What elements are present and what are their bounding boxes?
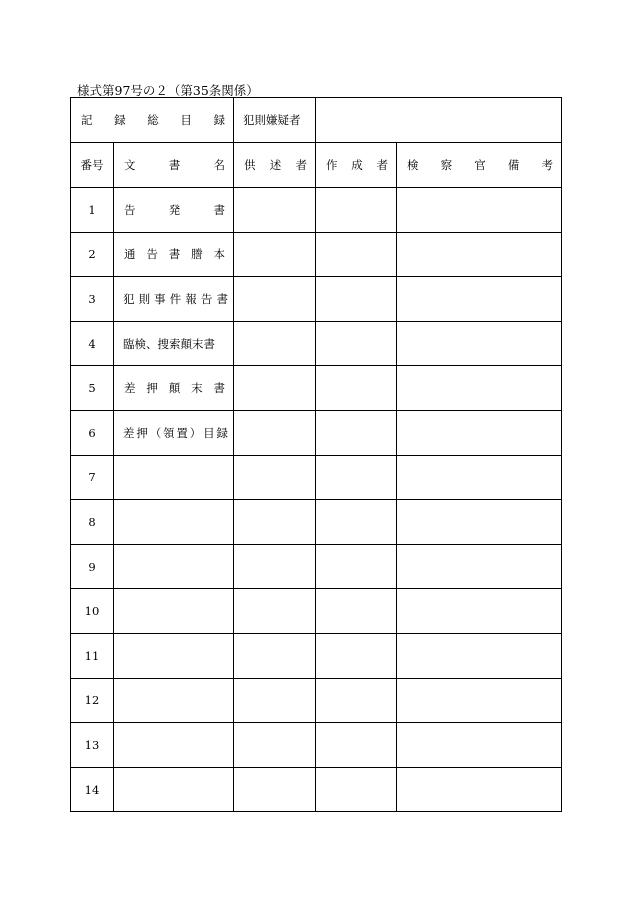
char: 官: [474, 158, 486, 172]
row-number: 14: [71, 767, 114, 812]
author-cell[interactable]: [316, 188, 397, 233]
header-deponent-cell: [234, 143, 316, 188]
table-row: [71, 277, 562, 322]
row-number: 5: [71, 366, 114, 411]
author-cell[interactable]: [316, 366, 397, 411]
table-row: [71, 321, 562, 366]
table-row: [71, 723, 562, 768]
author-cell[interactable]: [316, 589, 397, 634]
deponent-cell[interactable]: [234, 589, 316, 634]
header-document-name: [114, 157, 233, 173]
char: ）: [189, 425, 202, 440]
remarks-cell[interactable]: [397, 544, 562, 589]
char: 末: [191, 381, 203, 396]
remarks-cell[interactable]: [397, 232, 562, 277]
deponent-cell[interactable]: [234, 678, 316, 723]
table-row: [71, 410, 562, 455]
char: 察: [440, 158, 453, 172]
header-author: [316, 157, 396, 173]
char: 考: [541, 158, 553, 172]
deponent-cell[interactable]: [234, 767, 316, 812]
char: 差: [123, 425, 135, 440]
char: 者: [295, 158, 307, 172]
remarks-cell[interactable]: [397, 678, 562, 723]
author-cell[interactable]: [316, 633, 397, 678]
author-cell[interactable]: [316, 410, 397, 455]
row-number: 8: [71, 500, 114, 545]
char: 書: [216, 291, 228, 306]
char: 書: [213, 202, 225, 217]
remarks-cell[interactable]: [397, 589, 562, 634]
document-name-cell[interactable]: [114, 500, 234, 545]
char: 供: [244, 158, 256, 172]
title-row: [71, 98, 562, 143]
table-row: [71, 767, 562, 812]
document-name-cell[interactable]: [114, 277, 234, 322]
author-cell[interactable]: [316, 455, 397, 500]
row-number: 2: [71, 232, 114, 277]
document-name-cell[interactable]: [114, 633, 234, 678]
char: 備: [507, 158, 520, 172]
remarks-cell[interactable]: [397, 410, 562, 455]
char: 謄: [191, 247, 203, 262]
document-name-cell[interactable]: [114, 366, 234, 411]
char: 書: [168, 247, 181, 262]
document-name-cell[interactable]: [114, 455, 234, 500]
char: 則: [138, 291, 151, 306]
deponent-cell[interactable]: [234, 410, 316, 455]
deponent-cell[interactable]: [234, 723, 316, 768]
form-caption: 様式第97号の２（第35条関係）: [77, 83, 259, 98]
header-number: 番号: [71, 143, 114, 188]
char: 押: [136, 425, 148, 440]
record-index-table: [70, 97, 562, 812]
char: 書: [168, 158, 181, 172]
row-number: 4: [71, 321, 114, 366]
row-number: 9: [71, 544, 114, 589]
author-cell[interactable]: [316, 500, 397, 545]
table-row: [71, 500, 562, 545]
char: 書: [213, 381, 225, 396]
header-author-cell: [316, 143, 397, 188]
document-name-cell[interactable]: [114, 678, 234, 723]
char: 録: [114, 113, 126, 127]
char: 録: [213, 113, 225, 127]
char: 記: [81, 113, 93, 127]
table-row: [71, 589, 562, 634]
deponent-cell[interactable]: [234, 188, 316, 233]
document-name-cell[interactable]: [114, 723, 234, 768]
deponent-cell[interactable]: [234, 544, 316, 589]
deponent-cell[interactable]: [234, 366, 316, 411]
char: 文: [124, 158, 136, 172]
remarks-cell[interactable]: [397, 500, 562, 545]
deponent-cell[interactable]: [234, 455, 316, 500]
form-title: [71, 112, 233, 128]
document-name-cell[interactable]: [114, 589, 234, 634]
suspect-label: 犯則嫌疑者: [243, 113, 301, 127]
char: 置: [176, 425, 188, 440]
header-prosecutor-remarks: [397, 157, 561, 173]
remarks-cell[interactable]: [397, 633, 562, 678]
table-row: [71, 188, 562, 233]
remarks-cell[interactable]: [397, 723, 562, 768]
char: 件: [169, 291, 182, 306]
row-number: 12: [71, 678, 114, 723]
char: 目: [180, 113, 192, 127]
document-name: [114, 425, 233, 441]
char: （: [149, 425, 162, 440]
author-cell[interactable]: [316, 767, 397, 812]
document-name: [114, 246, 233, 262]
char: 本: [213, 247, 225, 262]
table-row: [71, 633, 562, 678]
char: 述: [269, 158, 282, 172]
row-number: 1: [71, 188, 114, 233]
remarks-cell[interactable]: [397, 767, 562, 812]
char: 通: [124, 247, 136, 262]
row-number: 11: [71, 633, 114, 678]
table-row: [71, 455, 562, 500]
document-name-cell[interactable]: [114, 410, 234, 455]
table-row: [71, 232, 562, 277]
char: 成: [351, 158, 363, 172]
char: 犯: [123, 291, 135, 306]
document-name-cell[interactable]: [114, 232, 234, 277]
deponent-cell[interactable]: [234, 633, 316, 678]
author-cell[interactable]: [316, 232, 397, 277]
char: 録: [216, 425, 228, 440]
char: 告: [146, 247, 158, 262]
document-name: 臨検、捜索顛末書: [123, 336, 215, 351]
char: 差: [124, 381, 136, 396]
row-number: 3: [71, 277, 114, 322]
deponent-cell[interactable]: [234, 500, 316, 545]
author-cell[interactable]: [316, 723, 397, 768]
suspect-label-cell: [234, 98, 316, 143]
document-name-cell[interactable]: [114, 767, 234, 812]
char: 作: [326, 158, 338, 172]
suspect-value-cell[interactable]: [316, 98, 562, 143]
row-number: 6: [71, 410, 114, 455]
header-row: [71, 143, 562, 188]
deponent-cell[interactable]: [234, 232, 316, 277]
char: 事: [154, 291, 166, 306]
document-name-cell[interactable]: [114, 188, 234, 233]
remarks-cell[interactable]: [397, 455, 562, 500]
form-title-cell: [71, 98, 234, 143]
table-row: [71, 678, 562, 723]
char: 目: [203, 425, 215, 440]
header-remarks-cell: [397, 143, 562, 188]
header-document-name-cell: [114, 143, 234, 188]
author-cell[interactable]: [316, 544, 397, 589]
char: 告: [200, 291, 213, 306]
author-cell[interactable]: [316, 678, 397, 723]
deponent-cell[interactable]: [234, 277, 316, 322]
remarks-cell[interactable]: [397, 188, 562, 233]
char: 総: [147, 113, 159, 127]
char: 検: [407, 158, 419, 172]
char: 顛: [168, 381, 181, 396]
table-row: [71, 366, 562, 411]
row-number: 7: [71, 455, 114, 500]
char: 者: [376, 158, 388, 172]
char: 名: [213, 158, 225, 172]
row-number: 10: [71, 589, 114, 634]
remarks-cell[interactable]: [397, 321, 562, 366]
document-name: [114, 291, 233, 307]
document-name-cell[interactable]: [114, 544, 234, 589]
char: 告: [124, 202, 136, 217]
char: 領: [163, 425, 175, 440]
remarks-cell[interactable]: [397, 366, 562, 411]
remarks-cell[interactable]: [397, 277, 562, 322]
table-row: [71, 544, 562, 589]
document-name-cell[interactable]: [114, 321, 234, 366]
char: 押: [146, 381, 158, 396]
author-cell[interactable]: [316, 277, 397, 322]
char: 報: [185, 291, 197, 306]
document-name: [114, 202, 233, 218]
author-cell[interactable]: [316, 321, 397, 366]
char: 発: [168, 202, 181, 217]
deponent-cell[interactable]: [234, 321, 316, 366]
header-deponent: [234, 157, 315, 173]
document-name: [114, 380, 233, 396]
row-number: 13: [71, 723, 114, 768]
